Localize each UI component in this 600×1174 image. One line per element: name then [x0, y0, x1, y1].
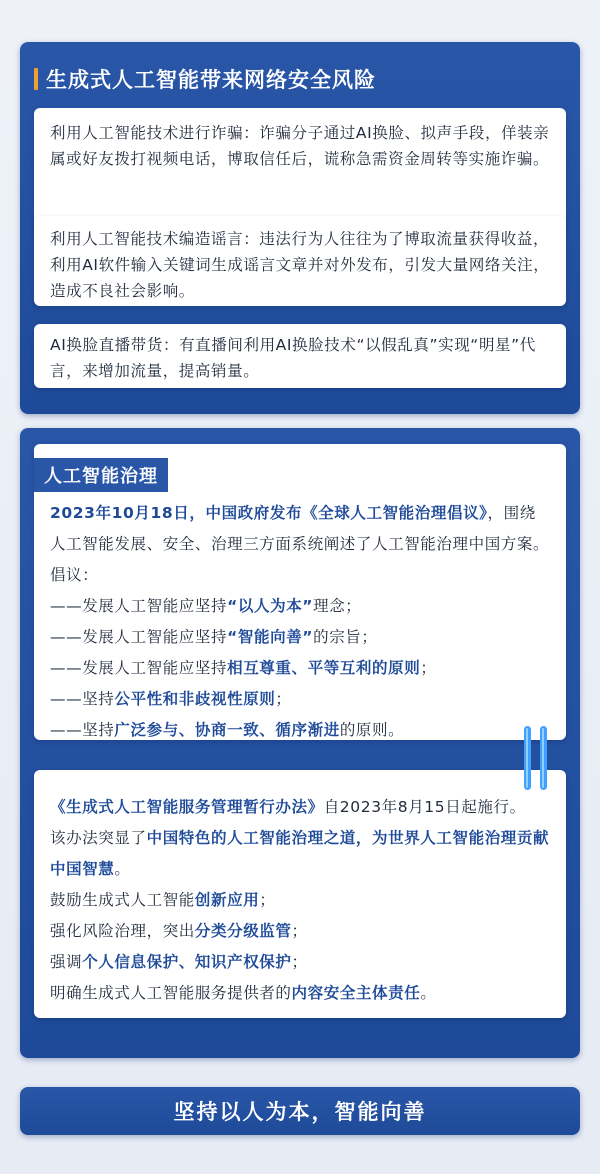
risk-section-title [34, 64, 376, 94]
binder-clip-icon [518, 726, 554, 790]
point-bold: 公平性和非歧视性原则 [114, 690, 276, 708]
point-pre: ——坚持 [50, 721, 115, 739]
measures-summary [50, 823, 550, 885]
point-post: 理念； [313, 597, 362, 615]
measure-bold: 分类分级监管 [194, 922, 292, 940]
governance-tag: 人工智能治理 [34, 458, 168, 492]
measure-post: 。 [420, 984, 437, 1002]
point-pre: ——发展人工智能应坚持 [50, 597, 228, 615]
title-accent-bar [34, 68, 38, 90]
risk-text-fraud: 利用人工智能技术进行诈骗：诈骗分子通过AI换脸、拟声手段，佯装亲属或好友拨打视频电话，博取信任后，谎称急需资金周转等实施诈骗。 [50, 124, 550, 168]
point-post: 的原则。 [339, 721, 405, 739]
point-post: ； [420, 659, 437, 677]
measure-post: ； [291, 953, 308, 971]
summary-post: 。 [114, 860, 131, 878]
measure-item [50, 978, 550, 1009]
measure-item [50, 947, 550, 978]
risk-panel [20, 42, 580, 414]
measures-title [50, 792, 550, 823]
initiative-intro-bold: 2023年10月18日，中国政府发布《全球人工智能治理倡议》 [50, 504, 488, 522]
initiative-intro [50, 498, 550, 591]
measure-pre: 明确生成式人工智能服务提供者的 [50, 984, 292, 1002]
point-bold: 相互尊重、平等互利的原则 [227, 659, 421, 677]
point-pre: ——发展人工智能应坚持 [50, 659, 228, 677]
slogan-banner: 坚持以人为本，智能向善 [20, 1087, 580, 1135]
initiative-point [50, 684, 550, 715]
measures-card [34, 770, 566, 1018]
initiative-point [50, 622, 550, 653]
point-bold: “以人为本” [227, 597, 314, 615]
risk-title-text: 生成式人工智能带来网络安全风险 [46, 68, 376, 92]
measure-pre: 强化风险治理，突出 [50, 922, 195, 940]
measure-bold: 内容安全主体责任 [291, 984, 421, 1002]
initiative-intro-rest: ，围绕人工智能发展、安全、治理三方面系统阐述了人工智能治理中国方案。倡议： [50, 504, 550, 584]
risk-text-livestream: AI换脸直播带货：有直播间利用AI换脸技术“以假乱真”实现“明星”代言，来增加流量，提高销量。 [50, 336, 536, 380]
initiative-point [50, 715, 550, 746]
measure-pre: 强调 [50, 953, 83, 971]
measure-bold: 创新应用 [194, 891, 260, 909]
point-pre: ——发展人工智能应坚持 [50, 628, 228, 646]
risk-text-rumor: 利用人工智能技术编造谣言：违法行为人往往为了博取流量获得收益，利用AI软件输入关键词生成谣言文章并对外发布，引发大量网络关注，造成不良社会影响。 [50, 230, 550, 300]
measures-title-bold: 《生成式人工智能服务管理暂行办法》 [50, 798, 324, 816]
measure-bold: 个人信息保护、知识产权保护 [82, 953, 292, 971]
measure-pre: 鼓励生成式人工智能 [50, 891, 195, 909]
point-post: ； [275, 690, 292, 708]
point-bold: “智能向善” [227, 628, 314, 646]
governance-panel [20, 428, 580, 1058]
measures-title-rest: 自2023年8月15日起施行。 [323, 798, 526, 816]
risk-card-rumor [34, 216, 566, 306]
summary-pre: 该办法突显了 [50, 829, 147, 847]
initiative-point [50, 653, 550, 684]
risk-card-livestream [34, 324, 566, 388]
measure-item [50, 885, 550, 916]
summary-bold: 中国特色的人工智能治理之道，为世界人工智能治理贡献中国智慧 [50, 829, 550, 878]
measure-post: ； [259, 891, 276, 909]
point-pre: ——坚持 [50, 690, 115, 708]
point-post: 的宗旨； [313, 628, 378, 646]
initiative-point [50, 591, 550, 622]
measure-item [50, 916, 550, 947]
measure-post: ； [291, 922, 308, 940]
point-bold: 广泛参与、协商一致、循序渐进 [114, 721, 340, 739]
